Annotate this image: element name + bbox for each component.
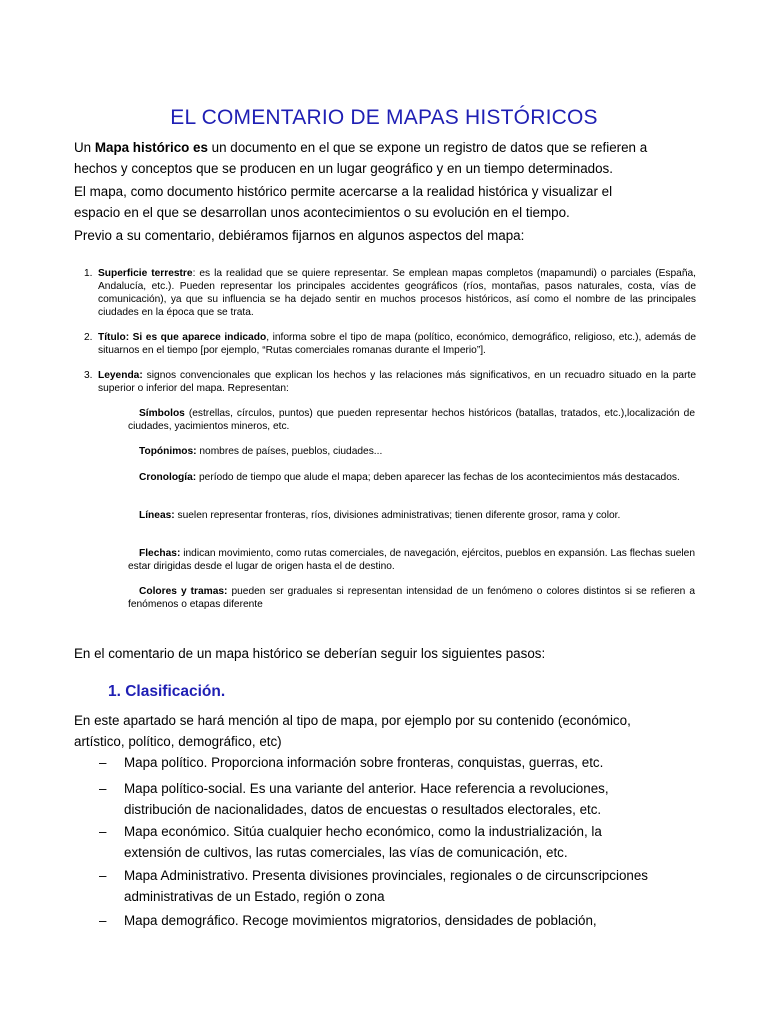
intro-paragraph-2 (74, 181, 694, 223)
legend-item-symbols (128, 407, 695, 433)
legend-item-chronology (128, 471, 695, 484)
aspect-bold: Título: Si es que aparece indicado (98, 332, 267, 343)
map-type-text: extensión de cultivos, las rutas comerciales, las vías de comunicación, etc. (124, 845, 568, 860)
aspect-number: 1. (84, 268, 93, 279)
dash-bullet: – (99, 781, 107, 796)
legend-text: suelen representar fronteras, ríos, divisiones administrativas; tienen diferente grosor, rama y color. (174, 510, 621, 521)
aspect-text: : es la realidad que se quiere representar. Se emplean mapas completos (mapamundi) o parciales (España, Andalucía, etc.). Pueden representar los principales accidentes geográficos (ríos, montañas, pasos naturales, costa, vías de comunicación), ya que su influencia se ha dejado sentir en muchos procesos históricos, así como el nombre de las principales ciudades en la época que se trata. (98, 268, 696, 318)
intro-bold-term: Mapa histórico es (94, 140, 208, 155)
map-type-text: Mapa político-social. Es una variante del anterior. Hace referencia a revoluciones, (124, 781, 609, 796)
dash-bullet: – (99, 755, 107, 770)
legend-bold: Colores y tramas: (139, 586, 228, 597)
legend-text: nombres de países, pueblos, ciudades... (196, 446, 383, 457)
aspect-text: signos convencionales que explican los hechos y las relaciones más significativos, en un recuadro situado en la parte superior o inferior del mapa. Representan: (98, 370, 696, 394)
legend-bold: Topónimos: (139, 446, 197, 457)
legend-bold: Símbolos (139, 408, 185, 419)
dash-bullet: – (99, 913, 107, 928)
classification-text: En este apartado se hará mención al tipo de mapa, por ejemplo por su contenido (económico, (74, 713, 631, 728)
map-type-text: Mapa Administrativo. Presenta divisiones provinciales, regionales o de circunscripciones (124, 868, 648, 883)
aspect-bold: Superficie terrestre (98, 268, 193, 279)
legend-text: período de tiempo que alude el mapa; deben aparecer las fechas de los acontecimientos más destacados. (196, 472, 680, 483)
classification-text: artístico, político, demográfico, etc) (74, 734, 282, 749)
legend-item-lines (128, 509, 695, 522)
intro-text: espacio en el que se desarrollan unos acontecimientos o su evolución en el tiempo. (74, 205, 570, 220)
intro-paragraph-1 (74, 137, 694, 179)
map-type-text: Mapa económico. Sitúa cualquier hecho económico, como la industrialización, la (124, 824, 602, 839)
intro-text: hechos y conceptos que se producen en un lugar geográfico y en un tiempo determinados. (74, 161, 613, 176)
legend-text: indican movimiento, como rutas comerciales, de navegación, ejércitos, pueblos en expansión. Las flechas suelen estar dirigidas desde el lugar de origen hasta el de destino. (128, 548, 695, 572)
map-type-text: distribución de nacionalidades, datos de encuestas o resultados electorales, etc. (124, 802, 602, 817)
aspect-number: 3. (84, 370, 93, 381)
intro-text: un documento en el que se expone un registro de datos que se refieren a (207, 140, 648, 155)
legend-text: (estrellas, círculos, puntos) que pueden representar hechos históricos (batallas, tratados, etc.),localización de ciudades, yacimientos mineros, etc. (128, 408, 695, 432)
intro-paragraph-3: Previo a su comentario, debiéramos fijarnos en algunos aspectos del mapa: (74, 228, 525, 243)
aspect-text: , informa sobre el tipo de mapa (político, económico, demográfico, religioso, etc.), además de situarnos en el tiempo [por ejemplo, “Rutas comerciales romanas durante el Imperio”]. (98, 332, 696, 356)
legend-item-colors (128, 585, 695, 611)
legend-item-arrows (128, 547, 695, 573)
map-type-text: Mapa político. Proporciona información sobre fronteras, conquistas, guerras, etc. (124, 755, 604, 770)
legend-bold: Líneas: (139, 510, 175, 521)
section-heading-classification: 1. Clasificación. (108, 683, 226, 700)
intro-text: Un (74, 140, 95, 155)
legend-item-toponyms (128, 445, 695, 458)
aspect-number: 2. (84, 332, 93, 343)
document-title: EL COMENTARIO DE MAPAS HISTÓRICOS (170, 106, 598, 129)
aspect-bold: Leyenda: (98, 370, 143, 381)
dash-bullet: – (99, 868, 107, 883)
map-type-text: Mapa demográfico. Recoge movimientos migratorios, densidades de población, (124, 913, 597, 928)
legend-bold: Cronología: (139, 472, 197, 483)
steps-intro: En el comentario de un mapa histórico se deberían seguir los siguientes pasos: (74, 646, 546, 661)
legend-text: pueden ser graduales si representan intensidad de un fenómeno o colores distintos si se refieren a fenómenos o etapas diferente (128, 586, 696, 610)
legend-bold: Flechas: (139, 548, 181, 559)
classification-intro (74, 710, 694, 752)
dash-bullet: – (99, 824, 107, 839)
intro-text: El mapa, como documento histórico permite acercarse a la realidad histórica y visualizar el (74, 184, 613, 199)
map-type-text: administrativas de un Estado, región o zona (124, 889, 385, 904)
